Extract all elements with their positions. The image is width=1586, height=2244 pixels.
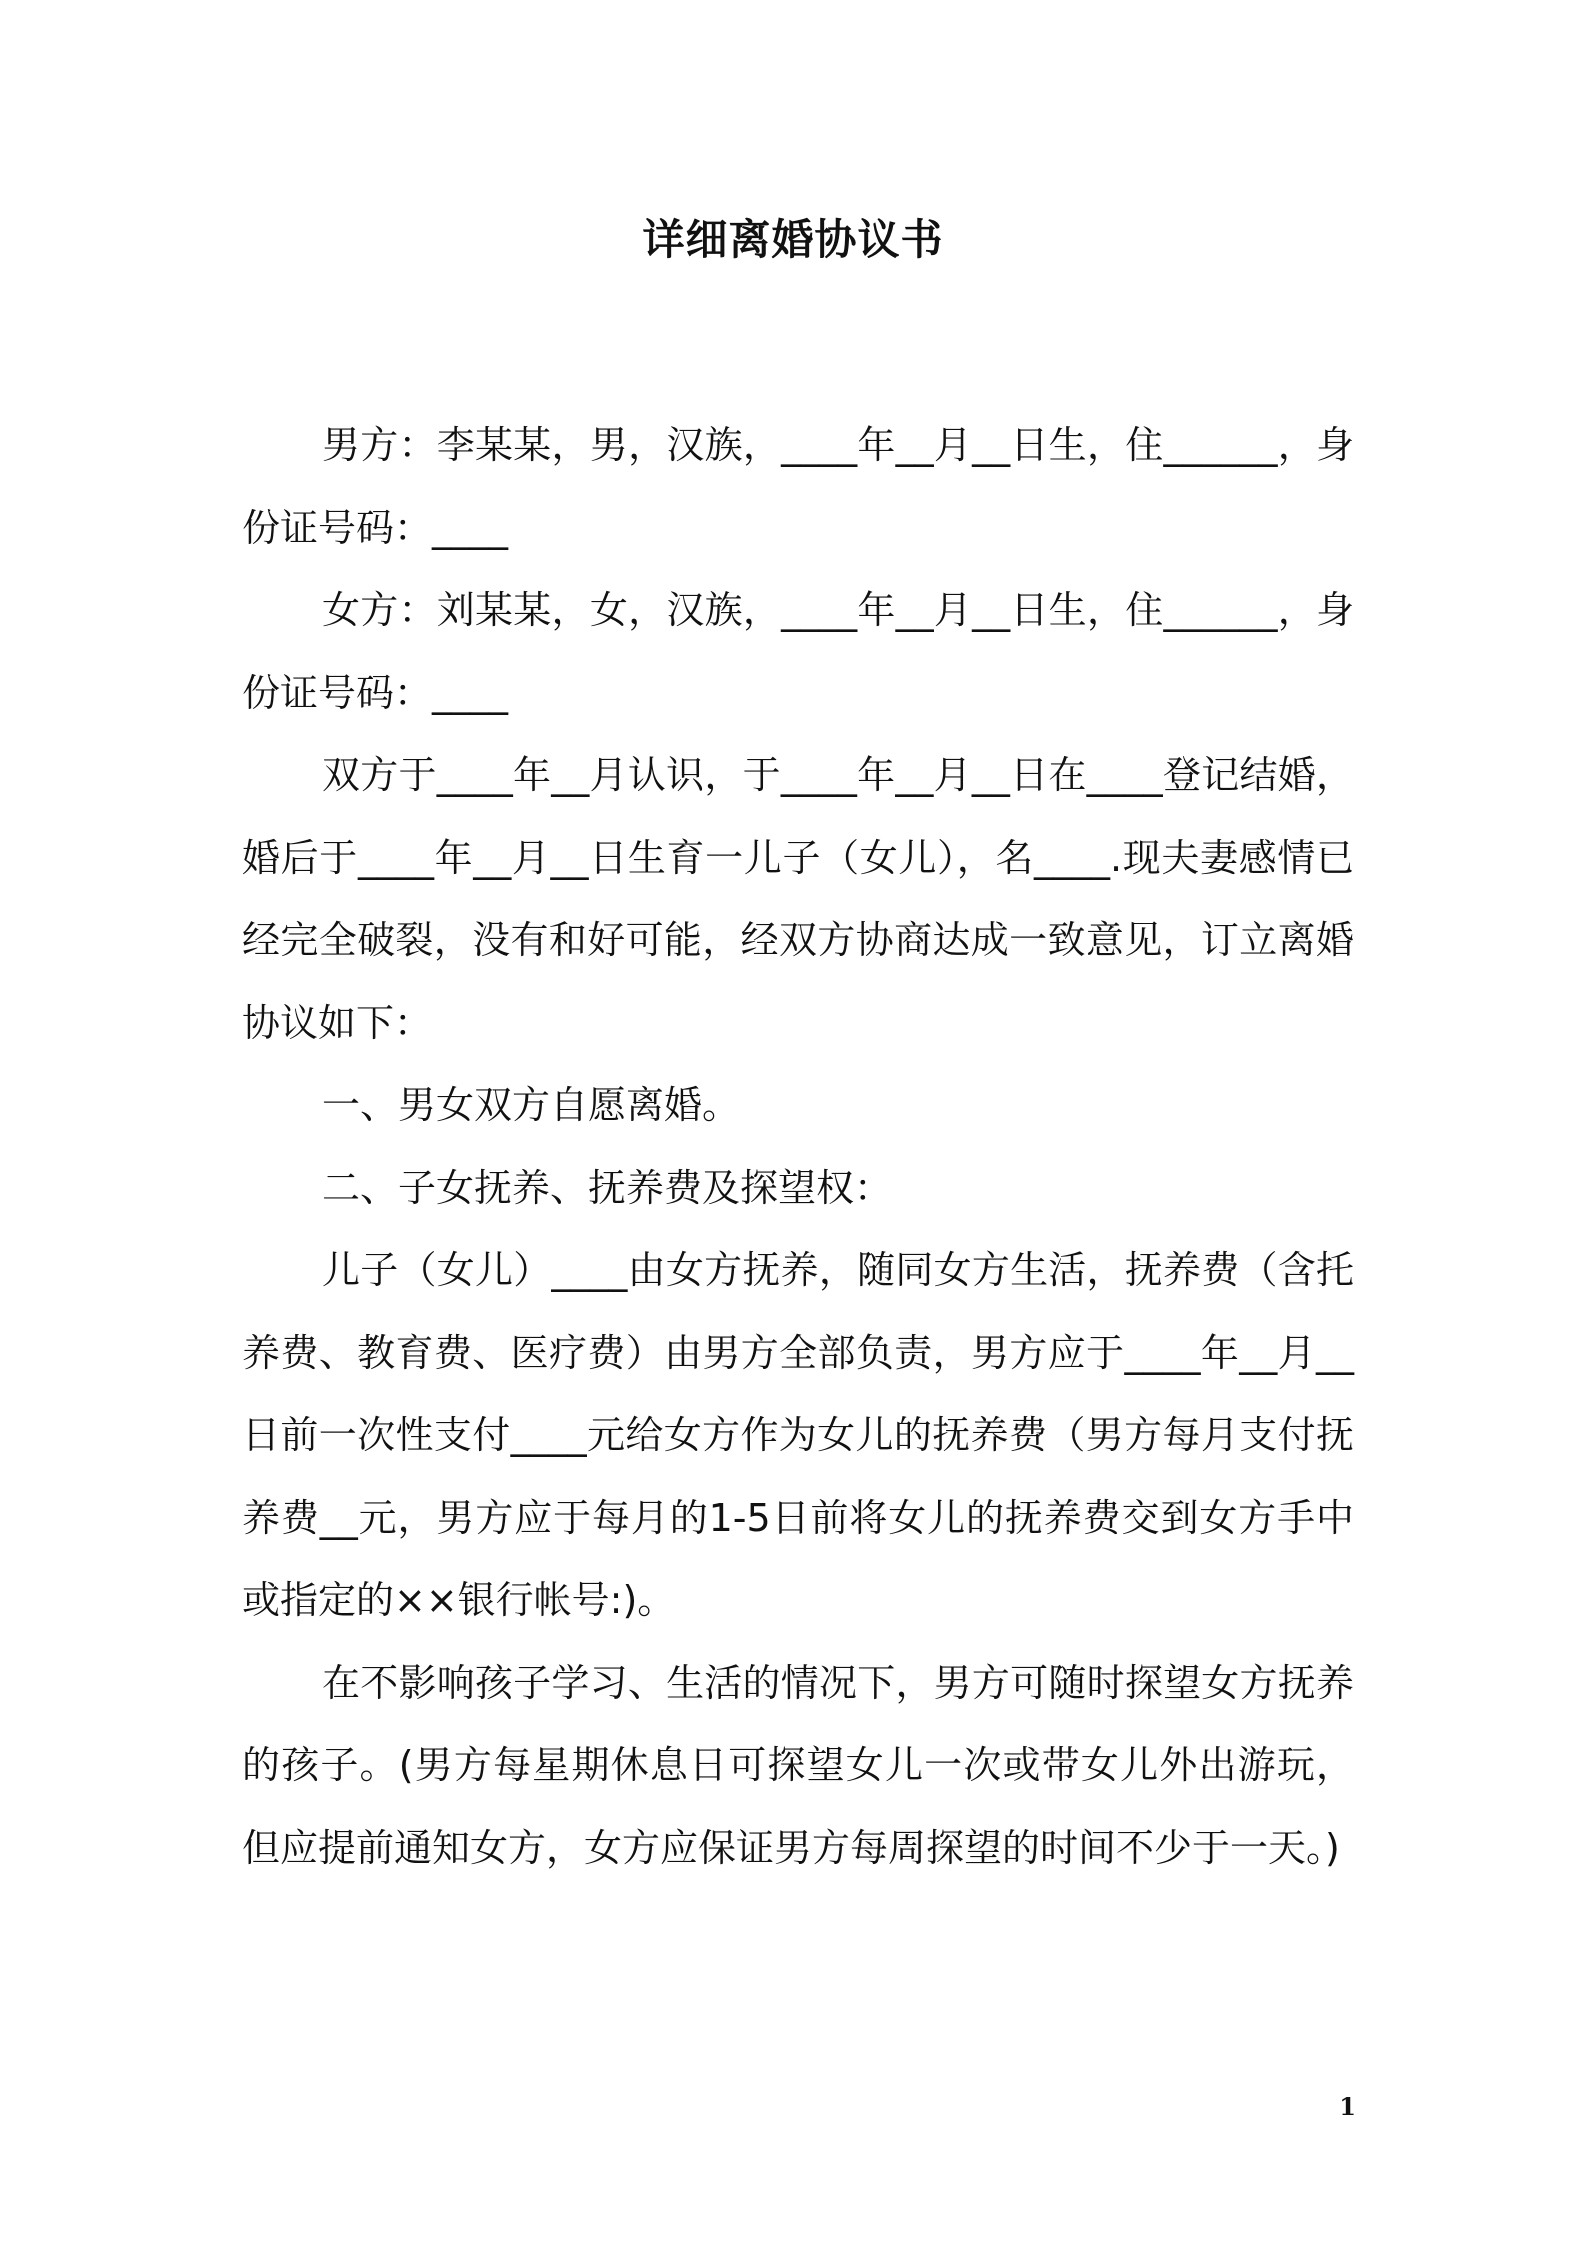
clause-1-voluntary-divorce: 一、男女双方自愿离婚。 bbox=[322, 1083, 741, 1127]
paragraph-marriage-background: 双方于____年__月认识，于____年__月__日在____登记结婚，婚后于____年__月__日生育一儿子（女儿），名____.现夫妻感情已经完全破裂，没有和好可能，经双方协商达成一致意见，订立离婚协议如下： bbox=[242, 753, 1354, 1045]
clause-2-heading: 二、子女抚养、抚养费及探望权： bbox=[322, 1165, 893, 1210]
paragraph-wife-info: 女方：刘某某，女，汉族，____年__月__日生，住______，身份证号码：____ bbox=[242, 588, 1354, 715]
document-title: 详细离婚协议书 bbox=[642, 215, 944, 264]
page-number: 1 bbox=[1339, 2092, 1356, 2121]
paragraph-husband-info: 男方：李某某，男，汉族，____年__月__日生，住______，身份证号码：____ bbox=[242, 423, 1354, 550]
paragraph-child-support: 儿子（女儿）____由女方抚养，随同女方生活，抚养费（含托养费、教育费、医疗费）由男方全部负责，男方应于____年__月__日前一次性支付____元给女方作为女儿的抚养费（男方每月支付抚养费__元，男方应于每月的1-5日前将女儿的抚养费交到女方手中或指定的××银行帐号:)。 bbox=[242, 1248, 1354, 1622]
document-body bbox=[242, 404, 1354, 1889]
paragraph-visitation-rights: 在不影响孩子学习、生活的情况下，男方可随时探望女方抚养的孩子。(男方每星期休息日可探望女儿一次或带女儿外出游玩，但应提前通知女方，女方应保证男方每周探望的时间不少于一天。) bbox=[242, 1660, 1354, 1870]
